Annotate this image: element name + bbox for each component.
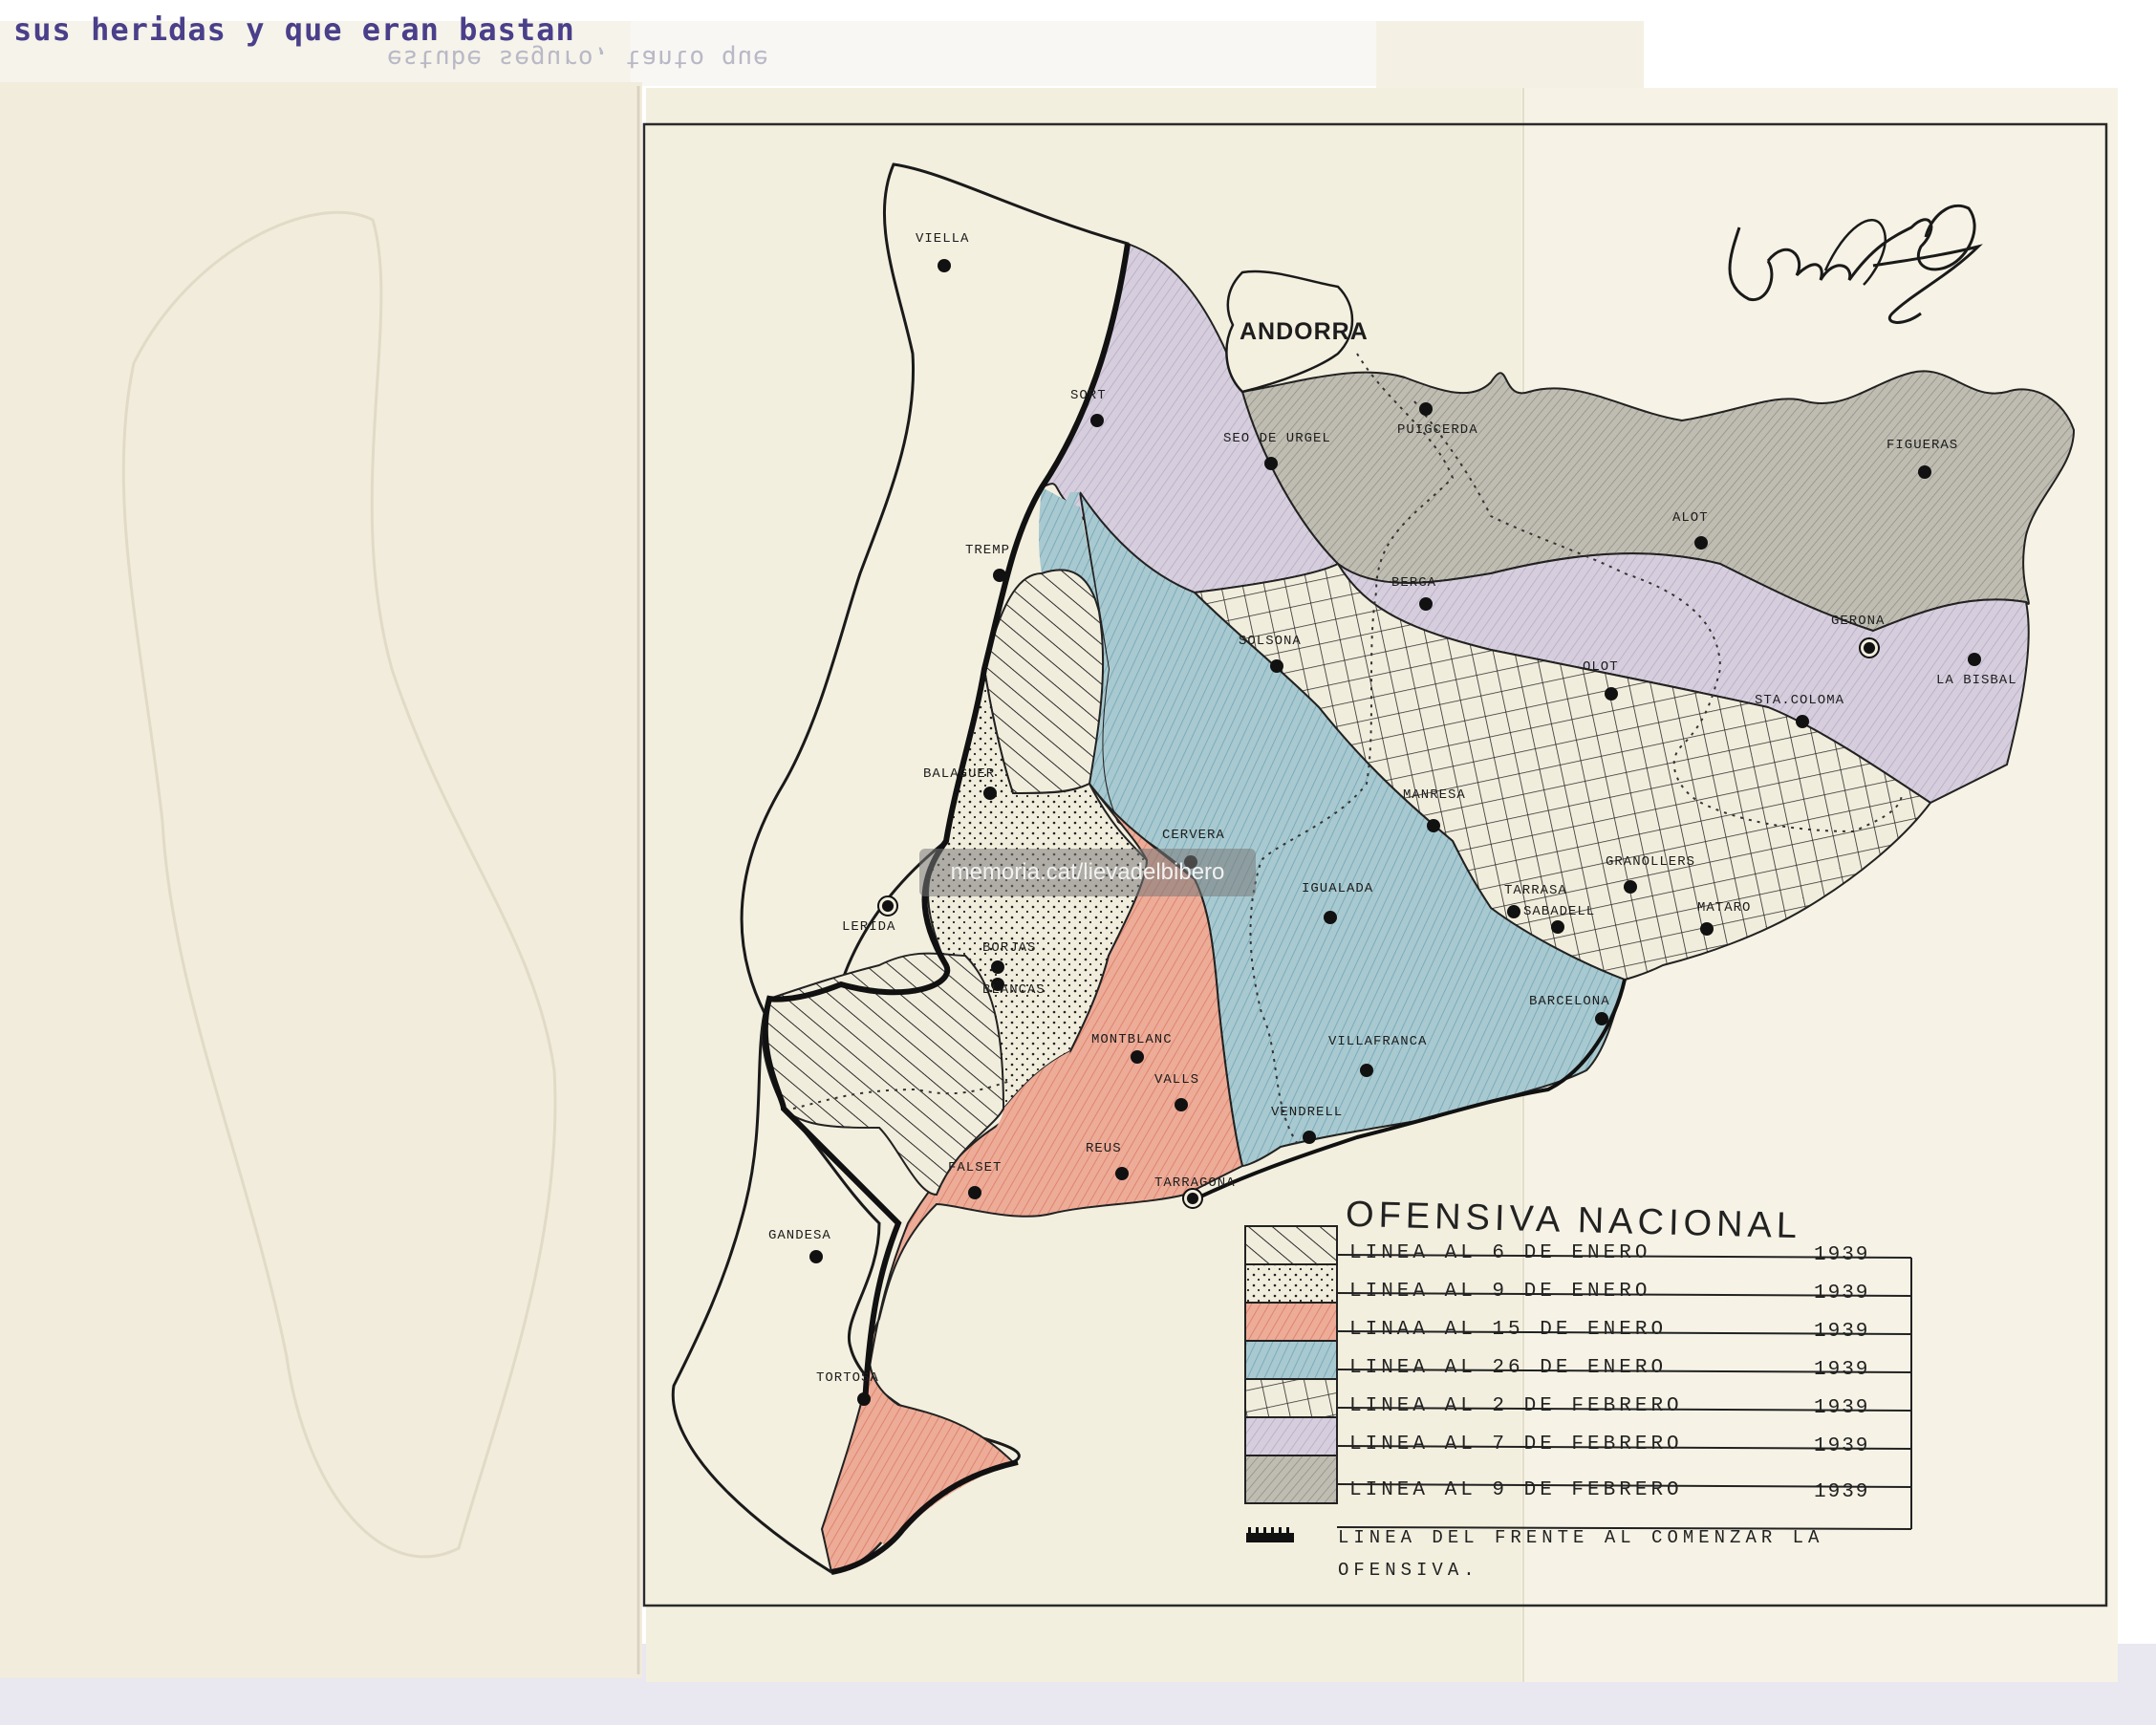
- city-label: TARRAGONA: [1154, 1175, 1236, 1191]
- city-label: SORT: [1070, 388, 1107, 403]
- city-label: BLANCAS: [982, 982, 1046, 998]
- city-dot: [1595, 1012, 1608, 1025]
- city-dot: [1694, 536, 1708, 550]
- legend-row-label: LINEA AL 26 DE ENERO: [1349, 1357, 1668, 1379]
- city-label: SABADELL: [1523, 904, 1596, 919]
- legend-row-year: 1939: [1814, 1321, 1870, 1343]
- city-label: SOLSONA: [1239, 634, 1302, 649]
- city-dot: [1427, 819, 1440, 832]
- city-dot: [993, 569, 1006, 582]
- legend-row-label: LINEA AL 9 DE ENERO: [1349, 1281, 1651, 1303]
- typed-text-ghost: estube seguro, tanto que: [387, 44, 769, 73]
- city-dot: [991, 960, 1004, 974]
- city-dot: [1551, 920, 1564, 934]
- city-dot: [809, 1250, 823, 1263]
- legend-row-label: LINEA AL 7 DE FEBRERO: [1349, 1434, 1683, 1455]
- legend-row-label: LINEA AL 9 DE FEBRERO: [1349, 1479, 1683, 1501]
- city-dot: [1419, 597, 1433, 611]
- legend-row-label: LINAA AL 15 DE ENERO: [1349, 1319, 1668, 1341]
- legend-row-year: 1939: [1814, 1244, 1870, 1266]
- city-dot: [1270, 659, 1283, 673]
- city-label: VENDRELL: [1271, 1105, 1344, 1120]
- city-dot: [857, 1392, 871, 1406]
- city-label: BARCELONA: [1529, 994, 1610, 1009]
- city-label: SEO DE URGEL: [1223, 431, 1331, 446]
- city-dot: [1175, 1098, 1188, 1111]
- legend-row-year: 1939: [1814, 1435, 1870, 1457]
- city-dot: [1624, 880, 1637, 894]
- city-label: FIGUERAS: [1886, 438, 1959, 453]
- signature: [1711, 170, 1997, 333]
- city-label: PUIGCERDA: [1397, 422, 1478, 438]
- legend-title: OFENSIVA NACIONAL: [1345, 1194, 1802, 1247]
- city-label: VILLAFRANCA: [1328, 1034, 1428, 1049]
- legend-front-note-1: LINEA DEL FRENTE AL COMENZAR LA: [1338, 1527, 1824, 1548]
- city-label: GRANOLLERS: [1606, 854, 1696, 870]
- legend-front-note-2: OFENSIVA.: [1338, 1560, 1479, 1581]
- city-label: LERIDA: [842, 919, 896, 935]
- city-label: TREMP: [965, 543, 1011, 558]
- city-label: GANDESA: [768, 1228, 831, 1243]
- city-label: REUS: [1086, 1141, 1122, 1156]
- andorra-label: ANDORRA: [1240, 318, 1369, 345]
- city-dot: [1507, 905, 1520, 918]
- city-label: MANRESA: [1403, 787, 1466, 803]
- city-label: TARRASA: [1504, 883, 1567, 898]
- city-label: CERVERA: [1162, 828, 1225, 843]
- city-label: FALSET: [948, 1160, 1003, 1175]
- city-label: BERGA: [1391, 575, 1437, 591]
- city-label: MATARO: [1697, 900, 1752, 916]
- legend-row-year: 1939: [1814, 1481, 1870, 1503]
- city-dot: [1090, 414, 1104, 427]
- city-label: GERONA: [1831, 614, 1886, 629]
- legend-row-year: 1939: [1814, 1359, 1870, 1381]
- city-dot: [1796, 715, 1809, 728]
- city-dot: [1115, 1167, 1129, 1180]
- city-dot: [983, 787, 997, 800]
- city-label: BORJAS: [982, 940, 1037, 956]
- watermark: memoria.cat/lievadelbibero: [919, 849, 1256, 896]
- city-label: MONTBLANC: [1091, 1032, 1173, 1047]
- city-dot: [1859, 637, 1880, 658]
- legend-row-year: 1939: [1814, 1397, 1870, 1419]
- city-dot: [1182, 1188, 1203, 1209]
- city-label: VALLS: [1154, 1072, 1200, 1088]
- city-dot: [938, 259, 951, 272]
- city-dot: [1324, 911, 1337, 924]
- city-dot: [1968, 653, 1981, 666]
- city-dot: [1264, 457, 1278, 470]
- city-dot: [1131, 1050, 1144, 1064]
- city-dot: [1700, 922, 1714, 936]
- legend-row-label: LINEA AL 6 DE ENERO: [1349, 1242, 1651, 1264]
- city-dot: [877, 895, 898, 916]
- city-label: BALAGUER: [923, 766, 996, 782]
- legend-row-label: LINEA AL 2 DE FEBRERO: [1349, 1395, 1683, 1417]
- city-dot: [1303, 1131, 1316, 1144]
- city-label: TORTOSA: [816, 1370, 879, 1386]
- city-dot: [1918, 465, 1931, 479]
- city-dot: [1419, 402, 1433, 416]
- legend-row-year: 1939: [1814, 1283, 1870, 1305]
- city-label: OLOT: [1583, 659, 1619, 675]
- city-dot: [1360, 1064, 1373, 1077]
- city-dot: [1605, 687, 1618, 701]
- city-label: ALOT: [1672, 510, 1709, 526]
- typed-text-line: sus heridas y que eran bastan: [13, 11, 575, 48]
- city-label: STA.COLOMA: [1755, 693, 1845, 708]
- city-label: LA BISBAL: [1936, 673, 2017, 688]
- city-label: VIELLA: [916, 231, 970, 247]
- city-label: IGUALADA: [1302, 881, 1374, 896]
- city-dot: [968, 1186, 981, 1199]
